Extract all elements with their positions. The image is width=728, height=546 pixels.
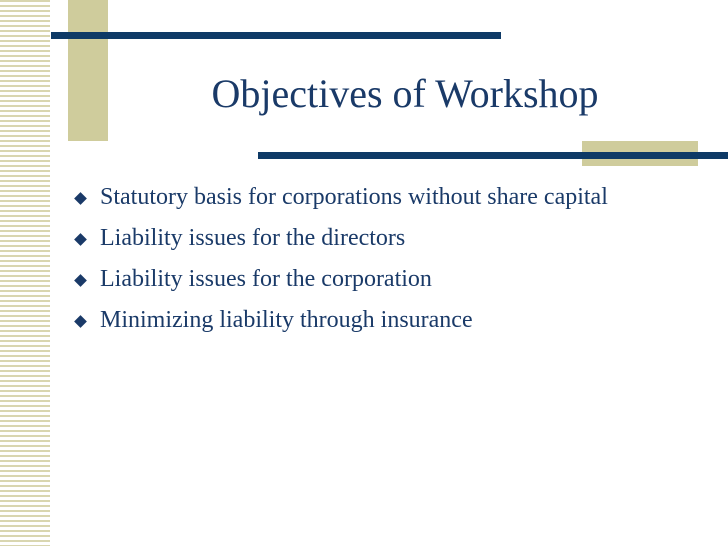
diamond-bullet-icon (74, 315, 87, 328)
bullet-list (74, 183, 674, 347)
bullet-text: Liability issues for the directors (100, 225, 406, 251)
diamond-bullet-icon (74, 274, 87, 287)
slide-title: Objectives of Workshop (211, 71, 599, 116)
bullet-text: Statutory basis for corporations without share capital (100, 184, 608, 210)
bullet-item (74, 183, 674, 212)
bullet-item (74, 306, 674, 335)
decorative-navy-bar-top (51, 32, 501, 39)
diamond-bullet-icon (74, 233, 87, 246)
diamond-bullet-icon (74, 192, 87, 205)
bullet-text: Liability issues for the corporation (100, 266, 432, 292)
decorative-navy-bar-bottom (258, 152, 728, 159)
bullet-text: Minimizing liability through insurance (100, 307, 473, 333)
bullet-item (74, 224, 674, 253)
bullet-item (74, 265, 674, 294)
decorative-tan-block-top (68, 0, 108, 141)
decorative-stripes (0, 0, 50, 546)
